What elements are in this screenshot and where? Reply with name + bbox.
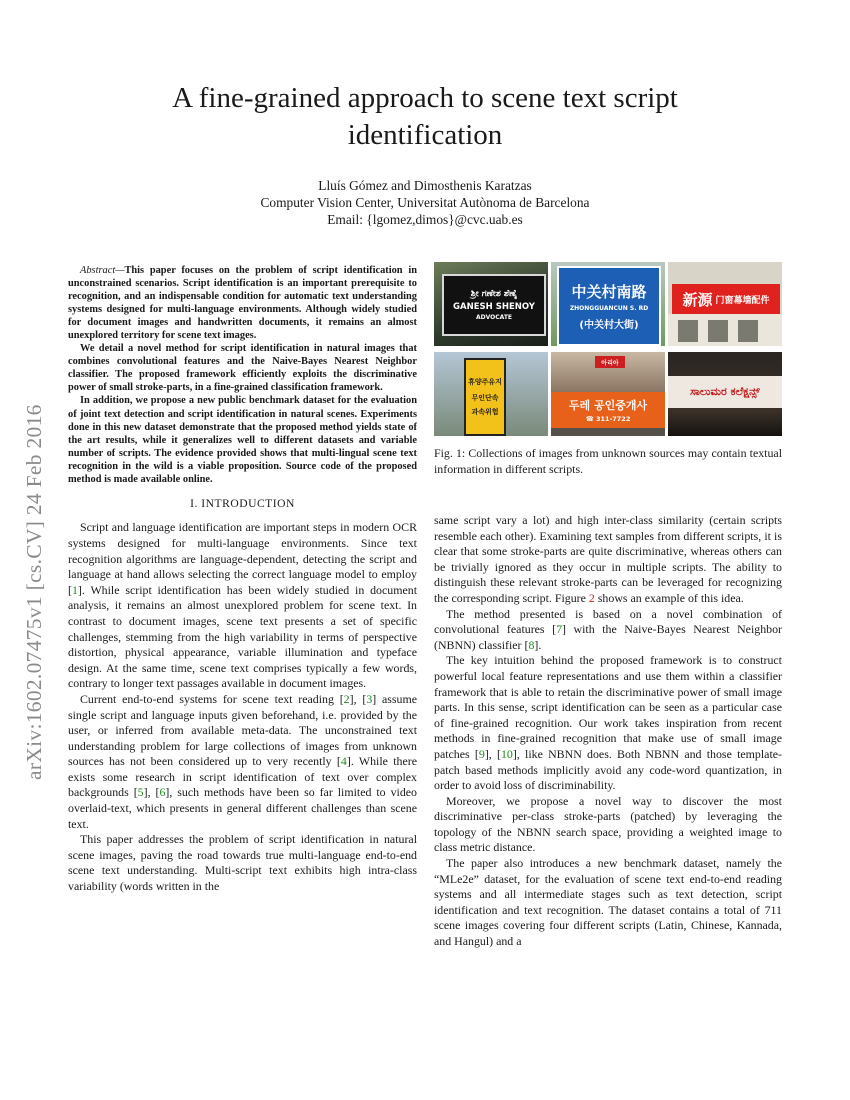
sign-text: 무인단속 bbox=[471, 394, 499, 402]
intro-paragraph-1: Script and language identification are important steps in modern OCR systems designed for multi-language environments. Since text recognition algorithms are language-dependent, detecting the script and language at hand allows selecting the correct language model to employ [1]. While script identification has been widely studied in document analysis, it remains an almost unexplored problem for scene text. In contrast to document images, scene text presents a set of specific challenges, stemming from the high variability in terms of perspective distortion, physical appearance, variable illumination and typeface design. At the same time, scene text comprises typically a few words, contrary to longer text passages available in document images. bbox=[68, 520, 417, 691]
figure-1-image-grid bbox=[434, 262, 782, 436]
author-block bbox=[80, 177, 770, 228]
section-heading-introduction: I. INTRODUCTION bbox=[190, 496, 295, 510]
sign-text: 두레 공인중개사 bbox=[568, 399, 648, 412]
left-column bbox=[68, 264, 417, 895]
abstract-lead: Abstract— bbox=[80, 265, 125, 276]
figure-ref-link[interactable]: 2 bbox=[588, 590, 595, 605]
right-paragraph-3: The key intuition behind the proposed framework is to construct powerful local feature representations and use them within a classifier framework that is able to retain the discriminative power of small image parts. In this sense, script identification can be seen as a particular case of fine-grained recognition. Our work takes inspiration from recent methods in fine-grained recognition that make use of small image patches [9], [10], like NBNN does. Both NBNN and those template-patch based methods implicitly avoid any code-word quantization, in order to avoid loss of discriminability. bbox=[434, 653, 782, 793]
right-paragraph-4: Moreover, we propose a novel way to discover the most discriminative per-class stroke-parts (patched) by leveraging the topology of the NBNN search space, providing a weighted image to class metric distance. bbox=[434, 793, 782, 855]
citation-link[interactable]: 10 bbox=[500, 746, 513, 761]
sign-text: (中关村大街) bbox=[579, 320, 639, 331]
figure-1-caption: Fig. 1: Collections of images from unknown sources may contain textual information in different scripts. bbox=[434, 446, 782, 476]
abstract-paragraph-2: We detail a novel method for script identification in natural images that combines convolutional features and the Naive-Bayes Nearest Neighbor classifier. The proposed framework efficiently exploits the discriminative power of small stroke-parts, in a fine-grained classification framework. bbox=[68, 343, 417, 394]
right-paragraph-2: The method presented is based on a novel combination of convolutional features [7] with the Naive-Bayes Nearest Neighbor (NBNN) classifier [8]. bbox=[434, 606, 783, 652]
intro-paragraph-2: Current end-to-end systems for scene text reading [2], [3] assume single script and language inputs given beforehand, i.e. provided by the user, or inferred from available meta-data. The unconstrained text understanding problem for large collections of images from unknown sources has not been considered up to very recently [4]. While there exists some research in script identification of text over complex backgrounds [5], [6], such methods have been so far limited to video overlaid-text, which presents in general different challenges than scene text. bbox=[68, 691, 418, 831]
abstract-paragraph-1: Abstract—This paper focuses on the problem of script identification in unconstrained scenarios. Script identification is an important prerequisite to recognition, and an indispensable condition for automatic text understanding systems designed for multi-language environments. Although widely studied for document images and handwritten documents, it remains an almost unexplored territory for scene text images. bbox=[68, 265, 417, 342]
citation-link[interactable]: 1 bbox=[71, 582, 78, 597]
sign-text: ☎ 311-7722 bbox=[585, 415, 631, 423]
arxiv-identifier: arXiv:1602.07475v1 [cs.CV] 24 Feb 2016 bbox=[22, 404, 46, 780]
figure-tile-korean-storefront bbox=[551, 352, 665, 436]
sign-text: ZHONGGUANCUN S. RD bbox=[569, 305, 649, 312]
sign-text: ಸಾಲುಮರ ಕಲೆಕ್ಷನ್ಸ್ bbox=[668, 376, 782, 408]
affiliation: Computer Vision Center, Universitat Autònoma de Barcelona bbox=[260, 195, 590, 210]
sign-text: 아리아 bbox=[595, 356, 625, 368]
figure-tile-kannada-sign bbox=[434, 262, 548, 346]
intro-paragraph-3: This paper addresses the problem of script identification in natural scene images, paving the road towards true multi-language end-to-end scene text understanding. Multi-script text exhibits high intra-class variability (words written in the bbox=[68, 832, 417, 894]
citation-link[interactable]: 3 bbox=[366, 691, 373, 706]
right-column bbox=[434, 513, 782, 950]
figure-tile-chinese-road-sign bbox=[551, 262, 665, 346]
right-paragraph-1: same script vary a lot) and high inter-class similarity (certain scripts resemble each other). Examining text samples from different scripts, it is clear that some stroke-parts are quite discriminative, whereas others can be trivially ignored as they occur in multiple scripts. The ability to distinguish these relevant stroke-parts can be leveraged for recognizing the corresponding script. Figure 2 shows an example of this idea. bbox=[434, 513, 782, 605]
sign-text: GANESH SHENOY bbox=[453, 302, 535, 312]
author-names: Lluís Gómez and Dimosthenis Karatzas bbox=[318, 178, 532, 193]
paper-title bbox=[80, 80, 770, 154]
sign-text: 中关村南路 bbox=[571, 283, 647, 301]
email: Email: {lgomez,dimos}@cvc.uab.es bbox=[327, 212, 523, 227]
abstract bbox=[68, 264, 417, 486]
figure-tile-chinese-storefront bbox=[668, 262, 782, 346]
right-paragraph-5: The paper also introduces a new benchmark dataset, namely the “MLe2e” dataset, for the evaluation of scene text end-to-end reading systems and all intermediate stages such as text detection, script identification and text recognition. The dataset contains a total of 711 scene images covering four different scripts (Latin, Chinese, Kannada, and Hangul) and a bbox=[434, 856, 782, 949]
citation-link[interactable]: 6 bbox=[159, 785, 166, 800]
abstract-paragraph-3: In addition, we propose a new public benchmark dataset for the evaluation of joint text detection and script identification in natural scenes. Experiments done in this new dataset demonstrate that the proposed method yields state of the art results, while it generalizes well to different datasets and variable number of scripts. The evidence provided shows that multi-lingual scene text recognition in the wild is a viable proposition. Source code of the proposed method is made available online. bbox=[68, 395, 417, 485]
sign-text: 과속위험 bbox=[471, 408, 499, 416]
sign-text: ADVOCATE bbox=[475, 314, 513, 321]
sign-text: ಶ್ರೀ ಗಣೇಶ ಶೆಣೈ bbox=[470, 289, 518, 299]
figure-tile-korean-yellow-sign bbox=[434, 352, 548, 436]
citation-link[interactable]: 5 bbox=[137, 785, 144, 800]
citation-link[interactable]: 4 bbox=[340, 754, 347, 769]
sign-text: 门窗幕墙配件 bbox=[715, 295, 770, 306]
citation-link[interactable]: 8 bbox=[528, 637, 535, 652]
citation-link[interactable]: 2 bbox=[343, 691, 350, 706]
citation-link[interactable]: 7 bbox=[556, 622, 563, 637]
title-line-1: A fine-grained approach to scene text script bbox=[172, 82, 678, 114]
citation-link[interactable]: 9 bbox=[478, 746, 485, 761]
title-line-2: identification bbox=[347, 119, 503, 151]
figure-tile-kannada-storefront bbox=[668, 352, 782, 436]
sign-text: 新源 bbox=[682, 290, 713, 309]
sign-text: 휴양주유지 bbox=[468, 378, 502, 386]
